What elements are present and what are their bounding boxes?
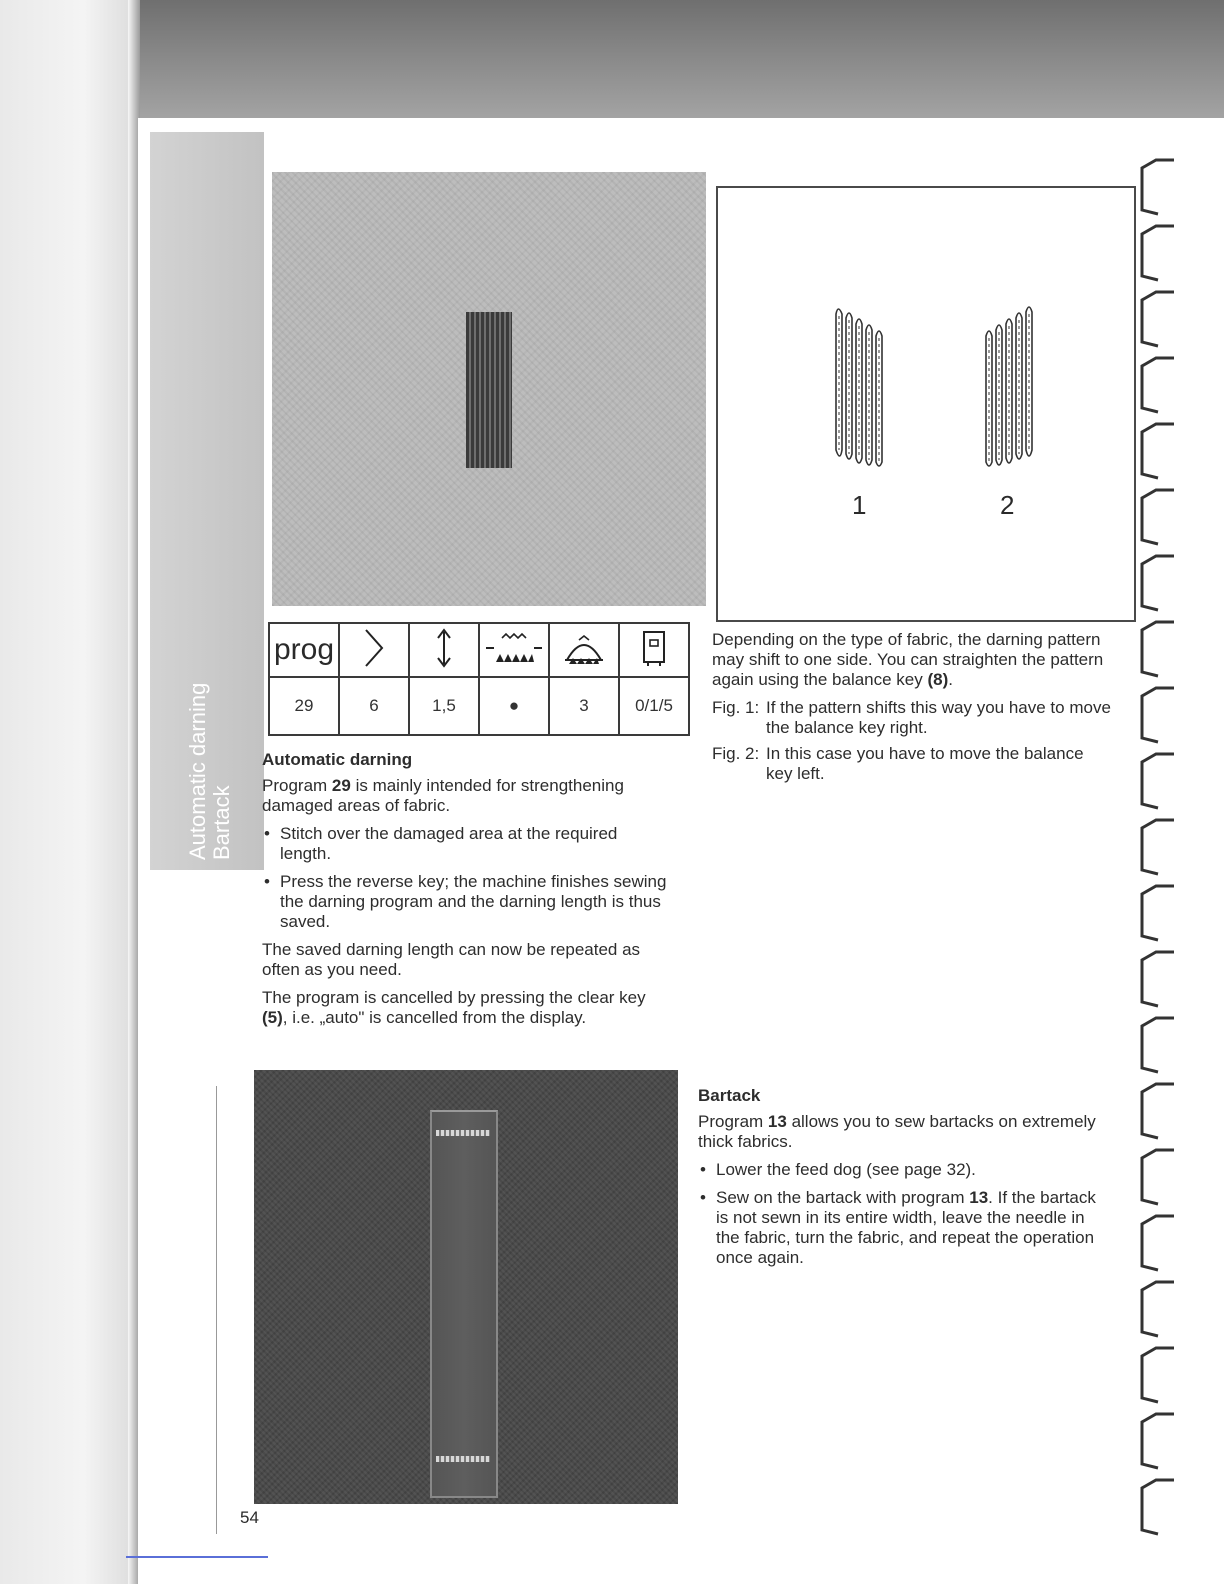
binding-ring xyxy=(1142,358,1174,412)
binding-ring xyxy=(1142,754,1174,808)
settings-value-row xyxy=(269,677,689,735)
stitch-settings-table xyxy=(268,622,690,736)
darning-stitch-patch xyxy=(466,312,512,468)
bartack-photo xyxy=(254,1070,678,1504)
value-width: 6 xyxy=(339,677,409,735)
binding-ring xyxy=(1142,1018,1174,1072)
bartack-text xyxy=(698,1086,1102,1276)
fig1-label: Fig. 1: xyxy=(712,698,760,717)
bartack-fabric-strip xyxy=(430,1110,498,1498)
presser-foot-icon xyxy=(619,623,689,677)
bartack-intro-program: 13 xyxy=(767,1112,787,1131)
fig1-caption xyxy=(712,698,1112,738)
bartack-heading: Bartack xyxy=(698,1086,761,1105)
binding-ring xyxy=(1142,688,1174,742)
fig2-caption xyxy=(712,744,1112,784)
balance-para xyxy=(712,630,1112,690)
value-tension: 3 xyxy=(549,677,619,735)
darning-para-2-key: (5) xyxy=(262,1008,283,1027)
binding-ring xyxy=(1142,622,1174,676)
scan-left-shadow xyxy=(0,0,140,1584)
feed-dog-icon xyxy=(479,623,549,677)
side-tab-line-2: Bartack xyxy=(209,785,234,860)
fig2-pattern-icon xyxy=(980,300,1040,470)
binding-ring xyxy=(1142,1084,1174,1138)
balance-para-key: (8) xyxy=(927,670,949,689)
binding-ring xyxy=(1142,292,1174,346)
prog-label: prog xyxy=(273,633,335,666)
binding-ring xyxy=(1142,424,1174,478)
darning-para-2-post: , i.e. „auto" is cancelled from the display. xyxy=(282,1008,587,1027)
darning-para-2-pre: The program is cancelled by pressing the clear key xyxy=(262,988,646,1007)
fig1-text: If the pattern shifts this way you have to move the balance key right. xyxy=(766,698,1111,737)
value-program: 29 xyxy=(269,677,339,735)
value-length: 1,5 xyxy=(409,677,479,735)
darning-text xyxy=(262,750,672,1036)
darning-bullet-1: • Stitch over the damaged area at the required length. xyxy=(262,824,672,864)
section-side-tab-label xyxy=(186,683,234,860)
side-tab-line-1: Automatic darning xyxy=(185,682,210,860)
binding-ring xyxy=(1142,1282,1174,1336)
stitch-length-icon xyxy=(409,623,479,677)
spiral-binding-icon xyxy=(1134,150,1194,1550)
value-feed-dog: ● xyxy=(479,677,549,735)
bartack-intro xyxy=(698,1112,1102,1152)
fig2-label: Fig. 2: xyxy=(712,744,760,763)
darning-heading: Automatic darning xyxy=(262,750,413,769)
fig1-pattern-icon xyxy=(828,300,888,470)
value-foot: 0/1/5 xyxy=(619,677,689,735)
bartack-bottom-stitch xyxy=(436,1456,490,1462)
darning-intro-pre: Program xyxy=(262,776,332,795)
bartack-bullet-2-program: 13 xyxy=(969,1188,989,1207)
binding-ring xyxy=(1142,1216,1174,1270)
binding-ring xyxy=(1142,556,1174,610)
bartack-intro-post: allows you to sew bartacks on extremely thick fabrics. xyxy=(698,1112,1096,1151)
bartack-bullet-2-pre: Sew on the bartack with program xyxy=(716,1188,970,1207)
balance-figure xyxy=(716,186,1136,622)
fig-label-2: 2 xyxy=(1000,490,1015,520)
balance-text xyxy=(712,630,1112,790)
binding-ring xyxy=(1142,952,1174,1006)
binding-ring xyxy=(1142,820,1174,874)
prog-header xyxy=(269,623,339,677)
tension-icon xyxy=(549,623,619,677)
settings-icon-row xyxy=(269,623,689,677)
darning-photo xyxy=(272,172,706,606)
binding-ring xyxy=(1142,1480,1174,1534)
bartack-intro-pre: Program xyxy=(698,1112,768,1131)
fig-label-1: 1 xyxy=(852,490,867,520)
bartack-bullet-1: • Lower the feed dog (see page 32). xyxy=(698,1160,1102,1180)
binding-ring xyxy=(1142,160,1174,214)
binding-ring xyxy=(1142,490,1174,544)
binding-ring xyxy=(1142,886,1174,940)
bartack-bullet-2-post: . If the bartack is not sewn in its entire width, leave the needle in the fabric, turn the fabric, and repeat the operation once again. xyxy=(716,1188,1096,1267)
bartack-bullet-2 xyxy=(698,1188,1102,1268)
binding-ring xyxy=(1142,1414,1174,1468)
page-number: 54 xyxy=(240,1508,259,1527)
binding-ring xyxy=(1142,226,1174,280)
fig2-text: In this case you have to move the balance key left. xyxy=(766,744,1084,783)
darning-para-1: The saved darning length can now be repeated as often as you need. xyxy=(262,940,641,979)
bottom-underline xyxy=(126,1556,268,1558)
scan-top-shadow xyxy=(0,0,1224,132)
binding-ring xyxy=(1142,1348,1174,1402)
bartack-top-stitch xyxy=(436,1130,490,1136)
page-margin-rule xyxy=(216,1086,217,1534)
darning-intro-program: 29 xyxy=(331,776,351,795)
darning-para-2 xyxy=(262,988,672,1028)
binding-ring xyxy=(1142,1150,1174,1204)
balance-para-pre: Depending on the type of fabric, the darning pattern may shift to one side. You can straighten the pattern again using the balance key xyxy=(712,630,1104,689)
darning-intro-post: is mainly intended for strengthening damaged areas of fabric. xyxy=(262,776,624,815)
balance-para-post: . xyxy=(948,670,954,689)
darning-intro xyxy=(262,776,672,816)
darning-bullet-2: • Press the reverse key; the machine finishes sewing the darning program and the darning length is thus saved. xyxy=(262,872,672,932)
zigzag-width-icon xyxy=(339,623,409,677)
